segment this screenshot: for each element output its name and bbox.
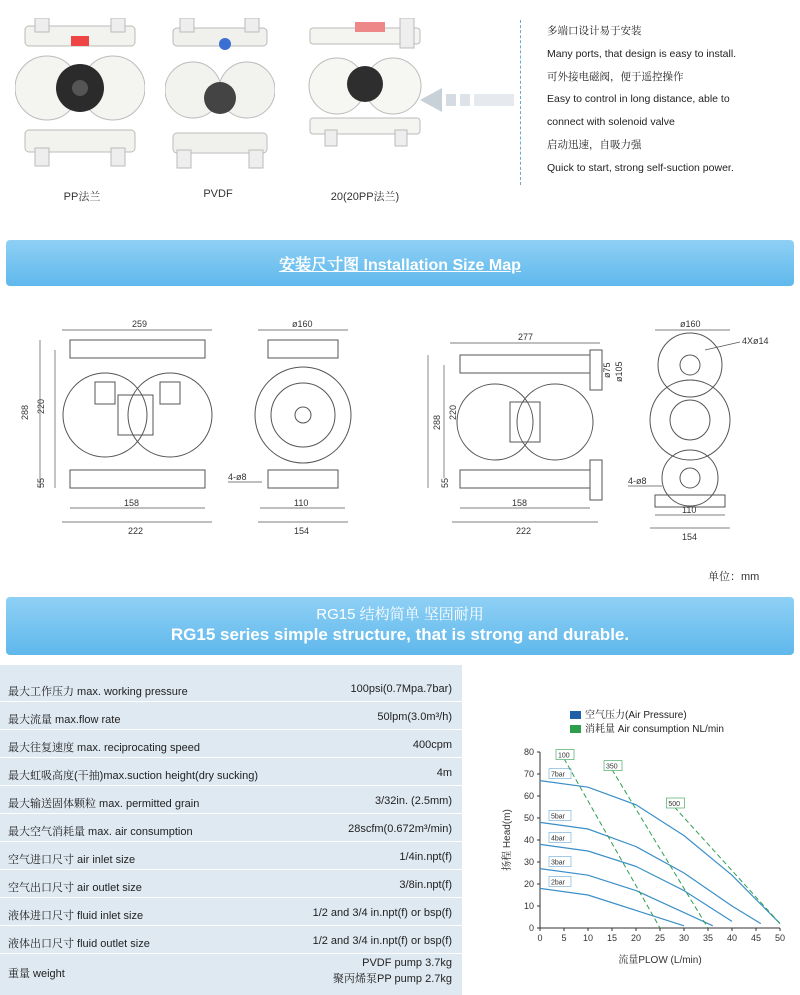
feature-list	[520, 20, 790, 185]
spec-value: PVDF pump 3.7kg	[362, 957, 452, 969]
legend-swatch-green	[570, 725, 581, 733]
y-tick-label: 50	[523, 813, 534, 823]
pump-20pp-image	[305, 18, 425, 148]
spec-value: 28scfm(0.672m³/min)	[348, 823, 452, 835]
dim-left-110: 110	[294, 498, 309, 508]
spec-row	[0, 927, 462, 954]
dim-left-holes: 4-ø8	[228, 472, 247, 482]
feature-line: Easy to control in long distance, able to	[547, 93, 730, 106]
spec-row	[0, 703, 462, 730]
dim-left-158: 158	[124, 498, 140, 508]
spec-value-2: 聚丙烯泵PP pump 2.7kg	[332, 973, 452, 985]
spec-row	[0, 815, 462, 842]
x-tick-label: 10	[582, 933, 594, 943]
dim-right-55: 55	[440, 477, 450, 488]
unit-label: 单位：mm	[708, 571, 760, 583]
pump-label-pp: PP法兰	[63, 191, 101, 203]
series-banner	[6, 597, 794, 655]
x-tick-label: 45	[750, 933, 762, 943]
spec-value: 1/2 and 3/4 in.npt(f) or bsp(f)	[312, 935, 452, 947]
installation-drawings	[0, 310, 800, 570]
spec-key: 最大虹吸高度(干抽)max.suction height(dry sucking)	[8, 770, 259, 782]
performance-chart	[470, 740, 800, 995]
series-label: 3bar	[551, 859, 566, 867]
spec-key: 液体出口尺寸 fluid outlet size	[8, 938, 150, 950]
dim-right-220: 220	[448, 404, 458, 420]
x-tick-label: 25	[654, 933, 666, 943]
spec-row	[0, 759, 462, 786]
spec-key: 最大往复速度 max. reciprocating speed	[8, 742, 200, 754]
pump-pp-flange-image	[15, 18, 145, 173]
spec-value: 4m	[436, 767, 452, 779]
series-line-2bar	[540, 888, 684, 925]
x-tick-label: 15	[606, 933, 618, 943]
dim-right-flange: ø160	[680, 319, 701, 329]
spec-row	[0, 955, 462, 989]
y-tick-label: 10	[523, 901, 534, 911]
series-label: 2bar	[551, 879, 566, 887]
series-label: 4bar	[551, 835, 566, 843]
spec-key: 液体进口尺寸 fluid inlet size	[8, 910, 144, 922]
spec-row	[0, 675, 462, 702]
pump-label-pvdf: PVDF	[203, 188, 233, 200]
dim-left-55: 55	[36, 477, 46, 488]
feature-line: 可外接电磁阀，便于遥控操作	[547, 70, 684, 83]
spec-key: 重量 weight	[8, 968, 65, 980]
x-tick-label: 20	[630, 933, 642, 943]
spec-row	[0, 899, 462, 926]
dim-right-d75: ø75	[602, 362, 612, 378]
pump-label-20pp: 20(20PP法兰)	[330, 191, 400, 203]
spec-row	[0, 843, 462, 870]
spec-value: 1/4in.npt(f)	[399, 851, 452, 863]
legend-label: 空气压力(Air Pressure)	[585, 710, 687, 721]
spec-key: 最大流量 max.flow rate	[8, 714, 121, 726]
y-tick-label: 60	[523, 791, 534, 801]
dim-left-222: 222	[128, 526, 144, 536]
dim-right-d105: ø105	[614, 361, 624, 382]
dim-right-154: 154	[682, 532, 698, 542]
series-title-en: RG15 series simple structure, that is strong and durable.	[170, 625, 630, 644]
dim-right-holes: 4-ø8	[628, 476, 647, 486]
consumption-label: 350	[606, 763, 618, 771]
dim-right-holes2: 4Xø14	[742, 336, 769, 346]
y-tick-label: 80	[523, 747, 534, 757]
dim-left-220: 220	[36, 398, 46, 414]
feature-line: 启动迅速，自吸力强	[547, 138, 642, 151]
y-axis-label: 扬程 Head(m)	[502, 809, 513, 871]
spec-key: 空气进口尺寸 air inlet size	[8, 854, 136, 866]
series-title-cn: RG15 结构简单 坚固耐用	[316, 606, 484, 623]
legend-label: 消耗量 Air consumption NL/min	[585, 724, 724, 735]
installation-title: 安装尺寸图 Installation Size Map	[279, 257, 521, 274]
y-tick-label: 40	[523, 835, 534, 845]
spec-row	[0, 731, 462, 758]
dim-right-158: 158	[512, 498, 528, 508]
spec-key: 空气出口尺寸 air outlet size	[8, 882, 142, 894]
x-tick-label: 30	[678, 933, 690, 943]
x-tick-label: 0	[537, 933, 543, 943]
y-tick-label: 70	[523, 769, 534, 779]
spec-key: 最大空气消耗量 max. air consumption	[8, 826, 193, 838]
y-tick-label: 20	[523, 879, 534, 889]
x-tick-label: 5	[561, 933, 567, 943]
feature-line: Many ports, that design is easy to install.	[547, 47, 737, 60]
dim-right-222: 222	[516, 526, 532, 536]
arrow-left-icon	[420, 88, 520, 112]
x-tick-label: 50	[774, 933, 786, 943]
x-tick-label: 40	[726, 933, 738, 943]
dim-left-154: 154	[294, 526, 310, 536]
dim-right-277: 277	[518, 332, 534, 342]
consumption-line-500	[674, 807, 780, 924]
spec-value: 1/2 and 3/4 in.npt(f) or bsp(f)	[312, 907, 452, 919]
spec-table	[0, 665, 462, 995]
dim-right-288: 288	[432, 414, 442, 430]
x-axis-label: 流量PLOW (L/min)	[618, 955, 702, 966]
spec-key: 最大输送固体颗粒 max. permitted grain	[8, 798, 200, 810]
pump-pvdf-image	[165, 18, 275, 178]
installation-banner	[6, 240, 794, 286]
y-tick-label: 30	[523, 857, 534, 867]
spec-value: 3/32in. (2.5mm)	[374, 795, 452, 807]
dim-left-288: 288	[20, 404, 30, 420]
spec-row	[0, 787, 462, 814]
consumption-label: 100	[558, 752, 570, 760]
x-tick-label: 35	[702, 933, 714, 943]
series-label: 7bar	[551, 771, 566, 779]
dim-right-110: 110	[682, 505, 697, 515]
legend-swatch-blue	[570, 711, 581, 719]
spec-value: 50lpm(3.0m³/h)	[377, 711, 452, 723]
spec-value: 100psi(0.7Mpa.7bar)	[350, 683, 452, 695]
feature-line: Quick to start, strong self-suction power.	[547, 161, 734, 174]
legend-air-consumption	[570, 720, 724, 735]
consumption-label: 500	[668, 801, 681, 808]
legend-air-pressure	[570, 706, 687, 721]
spec-row	[0, 871, 462, 898]
y-tick-label: 0	[528, 923, 534, 933]
dim-left-259: 259	[132, 319, 148, 329]
feature-line: 多端口设计易于安装	[547, 25, 642, 37]
consumption-line-350	[612, 770, 708, 928]
dim-left-flange: ø160	[292, 319, 313, 329]
spec-key: 最大工作压力 max. working pressure	[8, 686, 188, 698]
spec-value: 400cpm	[412, 739, 452, 751]
series-label: 5bar	[551, 813, 566, 821]
feature-line: connect with solenoid valve	[547, 116, 675, 129]
spec-value: 3/8in.npt(f)	[399, 879, 452, 891]
